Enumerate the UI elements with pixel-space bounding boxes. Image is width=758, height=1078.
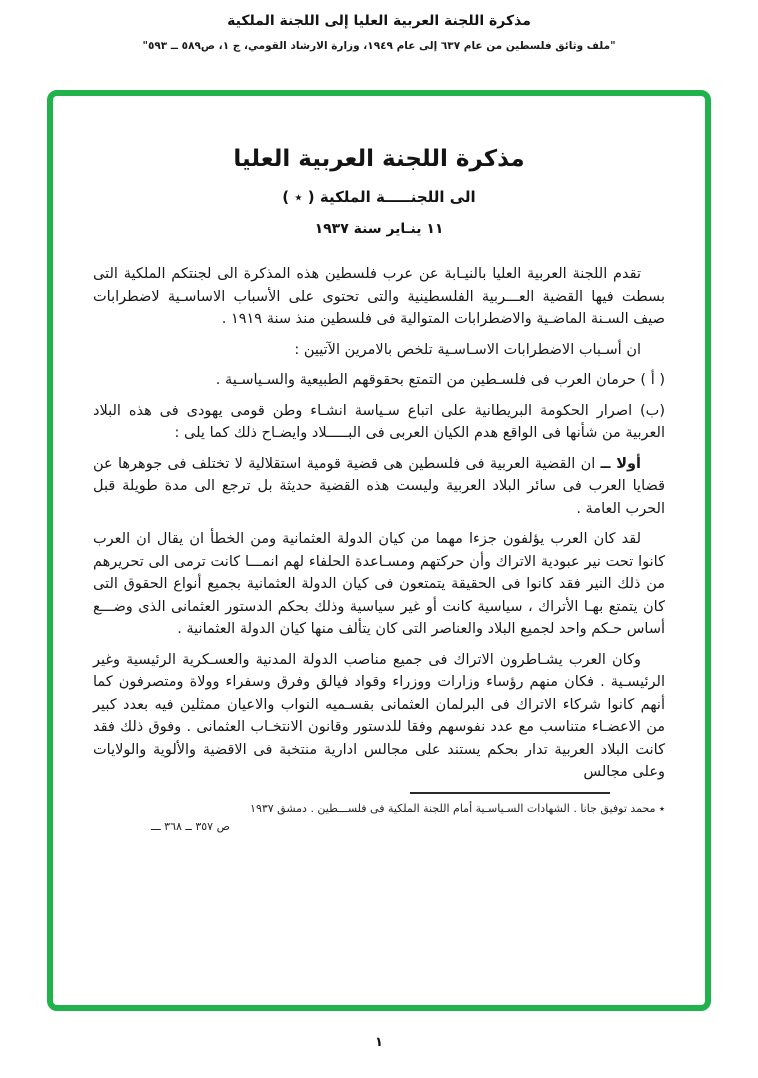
paragraph-lead: أولا ــ	[600, 455, 641, 472]
document-content	[53, 96, 705, 1005]
running-head-source: "ملف وثائق فلسطين من عام ٦٣٧ إلى عام ١٩٤٩، وزارة الارشاد القومي، ج ١، ص٥٨٩ ــ ٥٩٣"	[142, 40, 616, 52]
paragraph-text: تقدم اللجنة العربية العليا بالنيـابة عن عرب فلسطين هذه المذكرة الى لجنتكم الملكية التى بسطت فيها القضية العـــربية الفلسطينية والتى تحتوى على الأسباب الاساسـية لاضطرابات صيف السـنة الماضـية والاضطرابات المتوالية فى فلسطين منذ سنة ١٩١٩ .	[93, 266, 665, 327]
paragraph-text: لقد كان العرب يؤلفون جزءا مهما من كيان الدولة العثمانية ومن الخطأ ان يقال ان العرب كانوا تحت نير عبودية الاتراك وأن حركتهم ومسـاعدة الحلفاء لهم انمـــا كانت ترمى الى تحريرهم من ذلك النير فقد كانوا فى الحقيقة يتمتعون فى كيان الدولة العثمانية بجميع أنواع الحقوق التى كان يتمتع بهـا الأتراك ، سياسية كانت أو غير سياسية وذلك بحكم الدستور العثمانى الذى وضـــع أساس حـكم واحد لجميع البلاد والعناصر التى كان يتألف منها كيان الدولة العثمانية .	[93, 531, 665, 637]
paragraph-text: ( أ ) حرمان العرب فى فلسـطين من التمتع بحقوقهم الطبيعية والسـياسـية .	[215, 372, 665, 388]
paragraph-text: ان القضية العربية فى فلسطين هى قضية قومية استقلالية لا تختلف فى جوهرها عن قضايا العرب فى سائر البلاد العربية وليست هذه القضية حديثة بل ترجع الى مدة طويلة قبل الحرب العامة .	[93, 455, 665, 517]
running-head	[0, 0, 758, 52]
running-head-title: مذكرة اللجنة العربية العليا إلى اللجنة الملكية	[227, 13, 531, 29]
document-subtitle: الى اللجنـــــة الملكية ( ٭ )	[282, 188, 476, 206]
page-number: ١	[375, 1035, 383, 1050]
paragraph-text: ان أسـباب الاضطرابات الاسـاسـية تلخص بالامرين الآتيين :	[294, 341, 641, 358]
paragraph-intro	[93, 263, 665, 331]
paragraph-text: وكان العرب يشـاطرون الاتراك فى جميع مناصب الدولة المدنية والعسـكرية الرئيسية وغير الرئيسـية . فكان منهم رؤساء وزارات ووزراء وقواد فيالق وفرق وسفراء وولاة ومتصرفون كما أنهم كانوا شركاء الاتراك فى البرلمان العثمانى بقسـميه النواب والاعيان ممثلين فيه بعدد كبير من الاعضـاء متناسب مع عدد نفوسهم وفقا للدستور وقانون الانتخـاب العثمانى . وفوق ذلك فقد كانت البلاد العربية تدار بحكم يستند على مجالس ادارية منتخبة فى الاقضية والألوية والولايات وعلى مجالس	[93, 651, 665, 780]
paragraph-first-point	[93, 453, 665, 521]
footnote-pages: ص ٣٥٧ ــ ٣٦٨ ـــ	[151, 819, 230, 833]
document-date: ١١ ينـاير سنة ١٩٣٧	[314, 221, 444, 237]
paragraph-causes	[93, 339, 665, 362]
footnote-citation: ٭ محمد توفيق جانا . الشهادات السـياسـية أمام اللجنة الملكية فى فلســـطين . دمشق ١٩٣٧	[250, 801, 665, 815]
paragraph-ottoman-state	[93, 528, 665, 641]
paragraph-arab-positions	[93, 649, 665, 784]
document-body	[93, 263, 665, 784]
footnote	[93, 801, 665, 834]
paragraph-item-a	[93, 369, 665, 392]
document-frame	[47, 90, 711, 1011]
paragraph-text: (ب) اصرار الحكومة البريطانية على اتباع سـياسة انشـاء وطن قومى يهودى فى هذه البلاد العربية من شأنها فى الواقع هدم الكيان العربى فى البـــــلاد وايضـاح ذلك كما يلى :	[93, 402, 665, 441]
footnote-divider	[410, 792, 610, 794]
paragraph-item-b	[93, 400, 665, 445]
document-title: مذكرة اللجنة العربية العليا	[233, 146, 525, 172]
